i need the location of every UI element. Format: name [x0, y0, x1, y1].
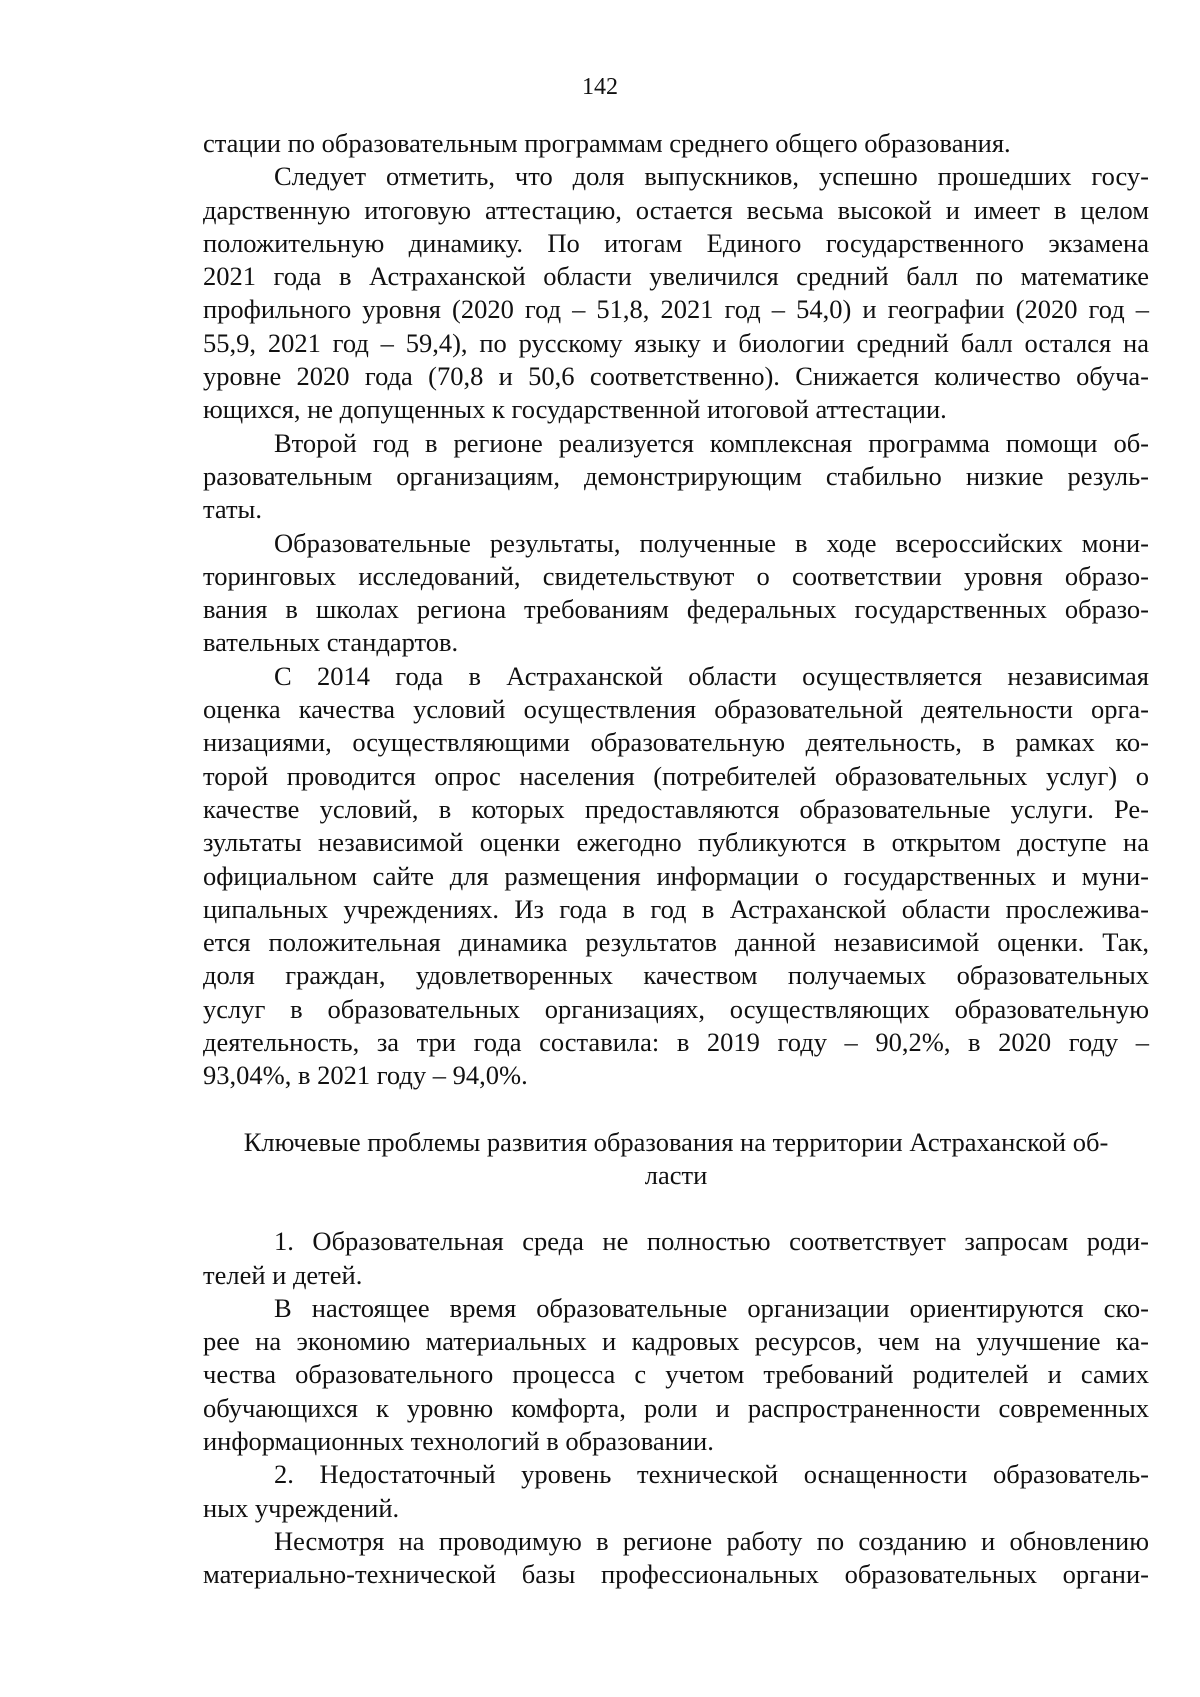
text-line: 2. Недостаточный уровень технической оснащенности образователь- [274, 1459, 1149, 1490]
text-line: 93,04%, в 2021 году – 94,0%. [203, 1060, 528, 1091]
text-line: ных учреждений. [203, 1492, 400, 1523]
text-line: вания в школах региона требованиям федеральных государственных образо- [203, 594, 1149, 625]
text-line: В настоящее время образовательные организации ориентируются ско- [274, 1292, 1149, 1323]
text-line: телей и детей. [203, 1259, 363, 1290]
paragraph-problem-2-detail [203, 1525, 1149, 1592]
text-line: дарственную итоговую аттестацию, остается весьма высокой и имеет в целом [203, 194, 1149, 225]
text-line: доля граждан, удовлетворенных качеством получаемых образовательных [203, 960, 1149, 991]
text-line: услуг в образовательных организациях, осуществляющих образовательную [203, 993, 1149, 1024]
text-line: оценка качества условий осуществления образовательной деятельности орга- [203, 694, 1149, 725]
text-line: торой проводится опрос населения (потребителей образовательных услуг) о [203, 760, 1149, 791]
text-line: уровне 2020 года (70,8 и 50,6 соответственно). Снижается количество обуча- [203, 361, 1149, 392]
paragraph-graduates-attestation [203, 160, 1149, 426]
text-line: зультаты независимой оценки ежегодно публикуются в открытом доступе на [203, 827, 1149, 858]
text-line: низациями, осуществляющими образовательную деятельность, в рамках ко- [203, 727, 1149, 758]
text-line: 1. Образовательная среда не полностью соответствует запросам роди- [274, 1226, 1149, 1257]
paragraph-problem-1 [203, 1225, 1149, 1292]
text-line: материально-технической базы профессиональных образовательных органи- [203, 1559, 1149, 1590]
text-line: вательных стандартов. [203, 627, 459, 658]
text-line: деятельность, за три года составила: в 2019 году – 90,2%, в 2020 году – [203, 1027, 1149, 1058]
text-line: ющихся, не допущенных к государственной итоговой аттестации. [203, 394, 947, 425]
text-line: Следует отметить, что доля выпускников, успешно прошедших госу- [274, 161, 1149, 192]
text-line: обучающихся к уровню комфорта, роли и распространенности современных [203, 1392, 1149, 1423]
text-line: информационных технологий в образовании. [203, 1425, 714, 1456]
text-line: Несмотря на проводимую в регионе работу по созданию и обновлению [274, 1525, 1149, 1556]
text-line: ется положительная динамика результатов данной независимой оценки. Так, [203, 927, 1149, 958]
text-line: 2021 года в Астраханской области увеличился средний балл по математике [203, 261, 1149, 292]
paragraph-monitoring-results [203, 527, 1149, 660]
text-line: качестве условий, в которых предоставляются образовательные услуги. Ре- [203, 793, 1149, 824]
text-line: профильного уровня (2020 год – 51,8, 2021 год – 54,0) и географии (2020 год – [203, 294, 1149, 325]
text-line: Второй год в регионе реализуется комплексная программа помощи об- [274, 427, 1149, 458]
text-line: Образовательные результаты, полученные в ходе всероссийских мони- [274, 527, 1149, 558]
heading-line: ласти [644, 1159, 708, 1190]
document-body [203, 127, 1149, 1591]
paragraph-problem-1-detail [203, 1292, 1149, 1458]
text-line: таты. [203, 494, 262, 525]
text-line: положительную динамику. По итогам Единого государственного экзамена [203, 227, 1149, 258]
paragraph-independent-assessment [203, 660, 1149, 1093]
text-line: чества образовательного процесса с учетом требований родителей и самих [203, 1359, 1149, 1390]
paragraph-support-program [203, 427, 1149, 527]
paragraph-continuation [203, 127, 1149, 160]
text-line: разовательным организациям, демонстрирующим стабильно низкие резуль- [203, 460, 1149, 491]
paragraph-problem-2 [203, 1458, 1149, 1525]
text-line: рее на экономию материальных и кадровых ресурсов, чем на улучшение ка- [203, 1326, 1149, 1357]
section-heading [203, 1093, 1149, 1226]
text-line: С 2014 года в Астраханской области осуществляется независимая [274, 660, 1149, 691]
text-line: 55,9, 2021 год – 59,4), по русскому языку и биологии средний балл остался на [203, 327, 1149, 358]
text-line: официальном сайте для размещения информации о государственных и муни- [203, 860, 1149, 891]
page-number: 142 [582, 74, 618, 100]
text-line: ципальных учреждениях. Из года в год в Астраханской области прослежива- [203, 893, 1149, 924]
text-line: стации по образовательным программам среднего общего образования. [203, 128, 1011, 158]
heading-line: Ключевые проблемы развития образования на территории Астраханской об- [243, 1126, 1109, 1157]
text-line: торинговых исследований, свидетельствуют о соответствии уровня образо- [203, 560, 1149, 591]
